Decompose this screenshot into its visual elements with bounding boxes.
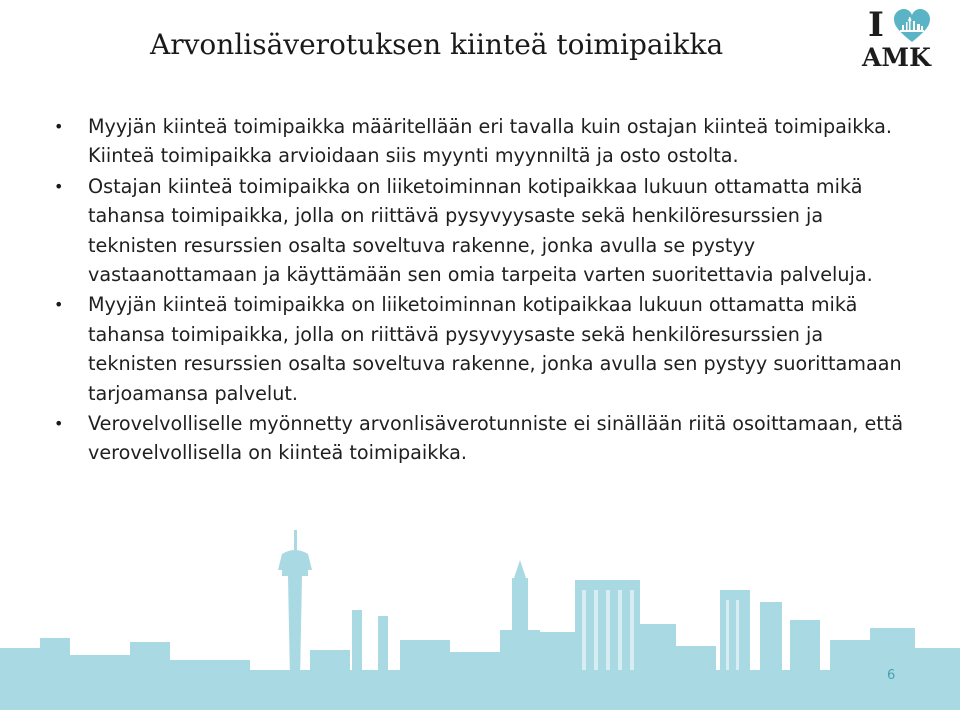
logo-letter: I — [868, 5, 884, 45]
bullet-symbol: • — [54, 295, 64, 315]
page-number: 6 — [887, 668, 896, 683]
bullet-text: Ostajan kiinteä toimipaikka on liiketoiminnan kotipaikkaa lukuun ottamatta mikä tahansa toimipaikka, jolla on riittävä pysyvyysaste sekä henkilöresurssien ja teknisten resurssien osalta soveltuva rakenne, jonka avulla se pystyy vastaanottamaan ja käyttämään sen omia tarpeita varten suoritettavia palveluja. — [88, 174, 873, 287]
bullet-text: Myyjän kiinteä toimipaikka on liiketoiminnan kotipaikkaa lukuun ottamatta mikä tahansa toimipaikka, jolla on riittävä pysyvyysaste sekä henkilöresurssien ja teknisten resurssien osalta soveltuva rakenne, jonka avulla sen pystyy suorittamaan tarjoamansa palvelut. — [88, 293, 902, 405]
bullet-item — [52, 172, 912, 290]
bullet-list — [52, 112, 912, 469]
tamk-logo — [860, 6, 940, 76]
bullet-symbol: • — [54, 414, 64, 434]
logo-text: AMK — [862, 43, 931, 72]
bullet-text: Myyjän kiinteä toimipaikka määritellään eri tavalla kuin ostajan kiinteä toimipaikka. Kiinteä toimipaikka arvioidaan siis myynti myynniltä ja osto ostolta. — [88, 115, 892, 168]
slide-title: Arvonlisäverotuksen kiinteä toimipaikka — [150, 28, 724, 61]
heart-skyline-icon — [893, 9, 931, 43]
bullet-symbol: • — [54, 117, 64, 136]
bullet-item — [52, 290, 912, 408]
bullet-text: Verovelvolliselle myönnetty arvonlisäverotunniste ei sinällään riitä osoittamaan, että verovelvollisella on kiinteä toimipaikka. — [88, 412, 904, 465]
bullet-symbol: • — [54, 176, 64, 196]
bullet-item — [52, 409, 912, 468]
city-skyline-illustration — [0, 520, 960, 710]
bullet-item — [52, 112, 912, 171]
